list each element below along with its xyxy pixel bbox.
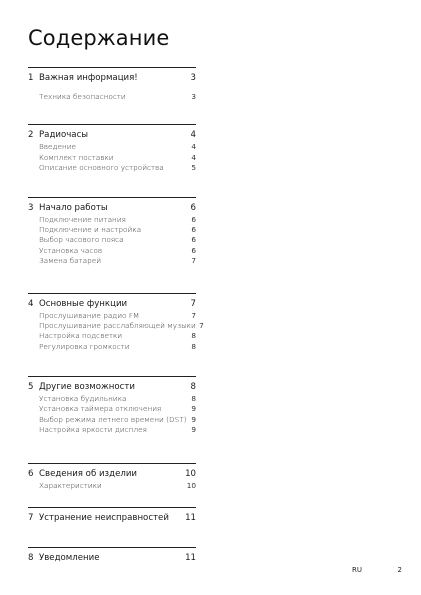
- toc-entry-page-number: 9: [191, 414, 196, 424]
- toc-entry-page-number: 5: [191, 163, 196, 173]
- toc-entry[interactable]: [28, 92, 196, 102]
- toc-entry-label: Регулировка громкости: [39, 341, 130, 351]
- toc-entry-page-number: 6: [191, 214, 196, 224]
- section-page-number: 6: [190, 202, 196, 213]
- toc-entry[interactable]: [28, 394, 196, 404]
- section-divider: [28, 124, 196, 125]
- toc-entry-label: Прослушивание радио FM: [39, 310, 140, 320]
- footer-page-number: 2: [397, 566, 402, 574]
- section-page-number: 8: [190, 382, 196, 393]
- toc-section: [28, 507, 196, 525]
- section-number: 6: [28, 468, 34, 479]
- section-divider: [28, 507, 196, 508]
- section-divider: [28, 293, 196, 294]
- toc-section-heading[interactable]: [28, 128, 196, 142]
- toc-section-heading[interactable]: [28, 201, 196, 215]
- toc-entry-page-number: 6: [191, 235, 196, 245]
- toc-entry[interactable]: [28, 142, 196, 152]
- toc-entry-page-number: 10: [186, 480, 196, 490]
- toc-section-heading[interactable]: [28, 511, 196, 525]
- toc-section: [28, 376, 196, 436]
- section-divider: [28, 463, 196, 464]
- toc-entry-page-number: 9: [191, 404, 196, 414]
- section-number: 2: [28, 130, 34, 141]
- toc-entry-label: Комплект поставки: [39, 152, 114, 162]
- section-title: Начало работы: [39, 202, 108, 213]
- section-page-number: 11: [185, 513, 196, 524]
- section-number: 1: [28, 73, 34, 83]
- section-title: Другие возможности: [39, 382, 135, 393]
- section-title: Сведения об изделии: [39, 468, 138, 479]
- toc-entry-page-number: 7: [191, 310, 196, 320]
- toc-entry[interactable]: [28, 342, 196, 352]
- toc-entry[interactable]: [28, 425, 196, 435]
- section-number: 3: [28, 202, 34, 213]
- toc-section: [28, 197, 196, 267]
- footer-language: RU: [352, 566, 362, 574]
- toc-entry-label: Введение: [39, 142, 77, 152]
- toc-entry-page-number: 9: [191, 425, 196, 435]
- toc-section-heading[interactable]: [28, 467, 196, 481]
- toc-entry[interactable]: [28, 331, 196, 341]
- toc-entry-page-number: 6: [191, 224, 196, 234]
- toc-entry-label: Описание основного устройства: [39, 163, 164, 173]
- section-page-number: 10: [185, 468, 196, 479]
- toc-entry-label: Замена батарей: [39, 256, 102, 266]
- toc-entry-page-number: 6: [191, 245, 196, 255]
- toc-entry[interactable]: [28, 225, 196, 235]
- section-page-number: 3: [190, 73, 196, 83]
- toc-entry[interactable]: [28, 163, 196, 173]
- section-title: Уведомление: [39, 553, 100, 564]
- toc-entry-page-number: 4: [191, 152, 196, 162]
- section-divider: [28, 376, 196, 377]
- toc-entry-label: Подключение и настройка: [39, 224, 142, 234]
- toc-entry[interactable]: [28, 153, 196, 163]
- toc-entry-label: Настройка подсветки: [39, 331, 123, 341]
- toc-entry-page-number: 7: [199, 320, 204, 330]
- toc-entry-label: Выбор часового пояса: [39, 235, 124, 245]
- toc-entry-label: Выбор режима летнего времени (DST): [39, 414, 187, 424]
- toc-entry-label: Прослушивание расслабляющей музыки: [39, 320, 196, 330]
- toc-section: [28, 463, 196, 491]
- toc-entry-page-number: 8: [191, 341, 196, 351]
- page-title: Содержание: [28, 26, 170, 50]
- toc-section-heading[interactable]: [28, 297, 196, 311]
- toc-entry[interactable]: [28, 320, 204, 331]
- section-title: Радиочасы: [39, 130, 89, 141]
- toc-entry[interactable]: [28, 404, 196, 414]
- toc-entry-label: Характеристики: [39, 480, 102, 490]
- toc-section: [28, 547, 196, 565]
- section-title: Важная информация!: [39, 73, 138, 83]
- toc-entry-page-number: 3: [191, 92, 196, 101]
- toc-section-heading[interactable]: [28, 551, 196, 565]
- toc-entry-label: Техника безопасности: [39, 92, 126, 101]
- section-divider: [28, 197, 196, 198]
- toc-entry[interactable]: [28, 311, 196, 321]
- section-number: 8: [28, 553, 34, 564]
- section-divider: [28, 547, 196, 548]
- toc-entry[interactable]: [28, 246, 196, 256]
- toc-entry-label: Установка будильника: [39, 394, 127, 404]
- section-number: 4: [28, 298, 34, 309]
- section-number: 7: [28, 513, 34, 524]
- toc-section: [28, 67, 196, 102]
- section-page-number: 4: [190, 130, 196, 141]
- toc-entry[interactable]: [28, 481, 196, 491]
- toc-entry-page-number: 7: [191, 256, 196, 266]
- table-of-contents: [28, 67, 204, 565]
- toc-entry-label: Настройка яркости дисплея: [39, 425, 147, 435]
- toc-section: [28, 293, 204, 353]
- toc-entry-label: Установка таймера отключения: [39, 404, 162, 414]
- section-title: Устранение неисправностей: [39, 513, 169, 524]
- toc-section: [28, 124, 196, 173]
- section-number: 5: [28, 382, 34, 393]
- toc-entry-page-number: 8: [191, 394, 196, 404]
- section-divider: [28, 67, 196, 68]
- toc-entry[interactable]: [28, 235, 196, 245]
- toc-entry-page-number: 8: [191, 331, 196, 341]
- section-page-number: 11: [185, 553, 196, 564]
- toc-section-heading[interactable]: [28, 380, 196, 394]
- page-footer: [352, 566, 402, 574]
- toc-entry-label: Подключение питания: [39, 214, 126, 224]
- section-title: Основные функции: [39, 298, 128, 309]
- toc-entry-page-number: 4: [191, 142, 196, 152]
- toc-entry[interactable]: [28, 215, 196, 225]
- toc-entry-label: Установка часов: [39, 245, 103, 255]
- toc-entry[interactable]: [28, 415, 196, 425]
- toc-section-heading[interactable]: [28, 71, 196, 85]
- section-page-number: 7: [190, 298, 196, 309]
- toc-entry[interactable]: [28, 256, 196, 266]
